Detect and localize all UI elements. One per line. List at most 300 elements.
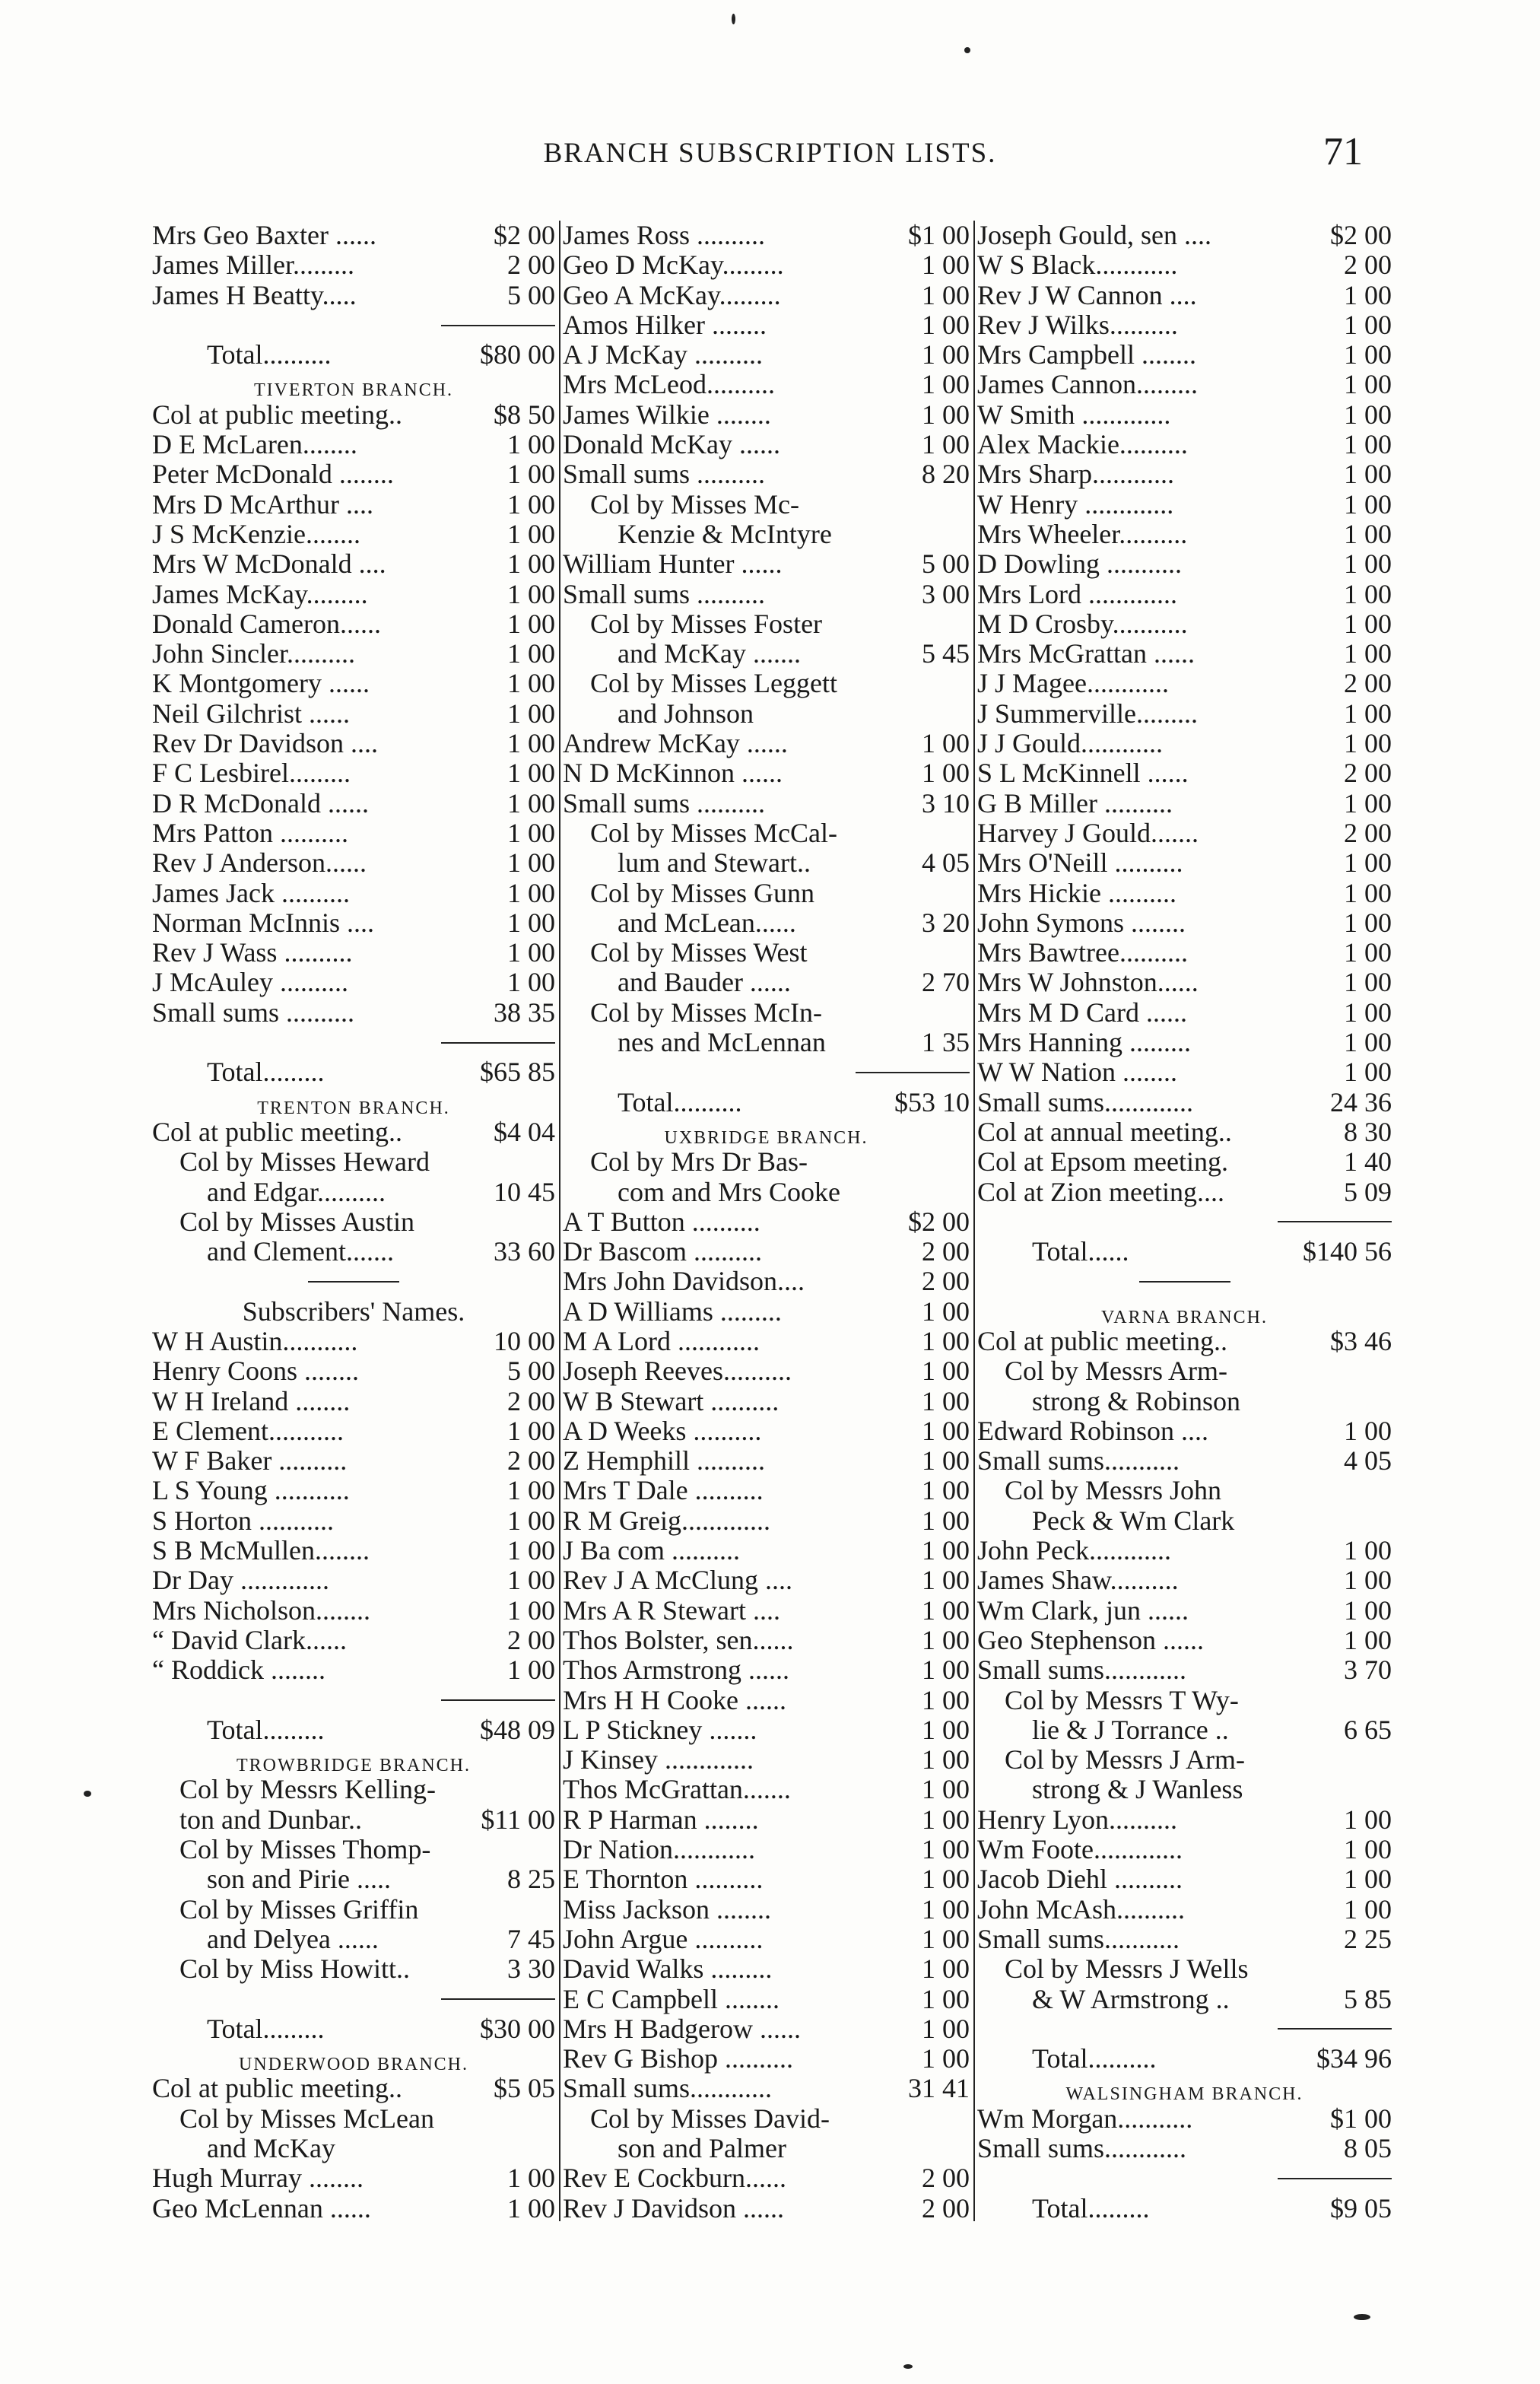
- total-rule: [152, 1686, 555, 1715]
- subscription-entry: [152, 580, 555, 609]
- entry-name: Col by Messrs Kelling-: [179, 1775, 436, 1805]
- subscription-entry: [977, 1088, 1392, 1117]
- entry-name: Col by Misses Foster: [590, 609, 823, 639]
- entry-name: Rev G Bishop ..........: [563, 2044, 794, 2074]
- entry-amount: 1 00: [1344, 489, 1392, 520]
- column-divider: [559, 221, 560, 2221]
- entry-amount: 5 00: [507, 1356, 555, 1387]
- entry-name: A D Williams .........: [563, 1296, 782, 1327]
- entry-name: Small sums............: [977, 2134, 1187, 2163]
- entry-name: James H Beatty.....: [152, 280, 357, 310]
- entry-name: Small sums ..........: [563, 459, 766, 490]
- subscription-entry: [563, 459, 970, 489]
- entry-amount: 1 00: [1344, 1894, 1392, 1925]
- entry-name: Mrs O'Neill ..........: [977, 848, 1183, 879]
- subscription-entry: [977, 938, 1392, 968]
- entry-amount: 1 00: [1344, 788, 1392, 819]
- entry-amount: 1 00: [1344, 310, 1392, 340]
- entry-name: Norman McInnis ....: [152, 908, 374, 938]
- subscription-entry: [152, 430, 555, 459]
- entry-name: W S Black............: [977, 250, 1178, 281]
- entry-amount: $1 00: [1330, 2103, 1392, 2134]
- entry-amount: 1 00: [922, 1536, 970, 1566]
- entry-name: E Clement...........: [152, 1416, 344, 1446]
- entry-name: son and Pirie .....: [207, 1864, 391, 1895]
- entry-name: D E McLaren........: [152, 430, 357, 460]
- subscription-entry: [977, 459, 1392, 489]
- subscription-entry: [152, 789, 555, 819]
- subscription-entry: [977, 1536, 1392, 1565]
- subscription-entry: [563, 490, 970, 520]
- entry-name: Mrs W Johnston......: [977, 968, 1199, 998]
- entry-amount: 1 00: [922, 1715, 970, 1745]
- entry-name: N D McKinnon ......: [563, 758, 783, 789]
- entry-name: Col by Misses David-: [590, 2103, 830, 2134]
- entry-name: Jacob Diehl ..........: [977, 1864, 1183, 1895]
- entry-amount: 2 00: [1344, 250, 1392, 281]
- page-header: [0, 129, 1540, 175]
- subscription-entry: [152, 1536, 555, 1565]
- entry-name: Rev Dr Davidson ....: [152, 729, 378, 759]
- subscription-entry: [977, 1327, 1392, 1356]
- subscription-entry: [977, 1057, 1392, 1087]
- entry-name: Amos Hilker ........: [563, 310, 767, 340]
- entry-name: Rev J Wilks..........: [977, 310, 1178, 340]
- subscription-entry: [977, 879, 1392, 908]
- entry-name: Harvey J Gould.......: [977, 818, 1199, 848]
- entry-name: Mrs McLeod..........: [563, 370, 775, 400]
- subscription-entry: [563, 400, 970, 430]
- subscription-entry: [977, 549, 1392, 579]
- entry-name: Mrs Patton ..........: [152, 818, 349, 848]
- subscription-entry: [563, 2134, 970, 2163]
- subscription-entry: [977, 1596, 1392, 1626]
- entry-amount: 2 00: [507, 1625, 555, 1655]
- entry-name: and Johnson: [618, 698, 754, 729]
- entry-amount: 1 00: [1344, 1595, 1392, 1626]
- entry-amount: 1 00: [1344, 1536, 1392, 1566]
- entry-name: William Hunter ......: [563, 549, 783, 580]
- entry-name: strong & J Wanless: [1032, 1775, 1243, 1805]
- entry-amount: $2 00: [1330, 221, 1392, 250]
- page-number: 71: [1323, 130, 1363, 173]
- subscription-entry: [152, 1446, 555, 1476]
- subscription-entry: [563, 1446, 970, 1476]
- entry-name: Small sums ..........: [563, 579, 766, 609]
- subscription-entry: [977, 758, 1392, 788]
- running-title: BRANCH SUBSCRIPTION LISTS.: [543, 138, 997, 169]
- entry-name: UNDERWOOD BRANCH.: [238, 2055, 468, 2074]
- subscription-entry: [563, 1686, 970, 1715]
- entry-amount: 2 70: [922, 968, 970, 998]
- subscription-entry: [977, 1476, 1392, 1505]
- entry-name: John Peck............: [977, 1536, 1171, 1566]
- entry-name: and McKay .......: [618, 639, 801, 669]
- subscription-entry: [563, 1476, 970, 1505]
- subscription-entry: [977, 2194, 1392, 2223]
- entry-amount: 1 00: [507, 519, 555, 549]
- entry-amount: 1 00: [922, 1296, 970, 1327]
- subscription-entry: [977, 340, 1392, 370]
- entry-name: Alex Mackie..........: [977, 430, 1188, 460]
- subscription-entry: [977, 1565, 1392, 1595]
- subscription-entry: [152, 1327, 555, 1356]
- entry-name: John Argue ..........: [563, 1924, 764, 1954]
- subscription-entry: [977, 1805, 1392, 1835]
- subscription-entry: [563, 998, 970, 1028]
- entry-amount: 1 00: [507, 1416, 555, 1446]
- entry-amount: 8 05: [1344, 2134, 1392, 2163]
- entry-amount: 1 00: [507, 459, 555, 490]
- subscription-entry: [977, 1895, 1392, 1925]
- entry-name: W Smith .............: [977, 399, 1171, 430]
- entry-amount: 1 00: [922, 310, 970, 340]
- subscription-entry: [563, 1387, 970, 1416]
- entry-name: Small sums...........: [977, 1446, 1180, 1476]
- subscription-entry: [152, 281, 555, 310]
- entry-amount: 1 00: [1344, 280, 1392, 310]
- print-speck: [903, 2364, 913, 2369]
- entry-name: Mrs A R Stewart ....: [563, 1595, 781, 1626]
- entry-amount: 1 00: [1344, 1625, 1392, 1655]
- entry-amount: 1 00: [922, 1924, 970, 1954]
- entry-name: Col by Misses West: [590, 938, 808, 968]
- entry-amount: 6 65: [1344, 1715, 1392, 1745]
- entry-amount: 1 00: [922, 1894, 970, 1925]
- entry-name: Col at public meeting..: [152, 399, 402, 430]
- entry-amount: 2 00: [1344, 669, 1392, 699]
- entry-amount: 1 00: [922, 1745, 970, 1775]
- entry-name: “ David Clark......: [152, 1625, 347, 1655]
- entry-name: Mrs H H Cooke ......: [563, 1685, 786, 1715]
- total-rule: [152, 310, 555, 340]
- entry-name: Mrs John Davidson....: [563, 1267, 805, 1297]
- subscription-entry: [152, 848, 555, 878]
- entry-name: Rev J Anderson......: [152, 848, 367, 879]
- entry-name: Z Hemphill ..........: [563, 1446, 765, 1476]
- subscription-entry: [563, 1626, 970, 1655]
- entry-amount: 1 00: [1344, 609, 1392, 639]
- entry-name: Mrs M D Card ......: [977, 997, 1187, 1028]
- entry-name: Col by Miss Howitt..: [179, 1954, 411, 1985]
- subscription-entry: [563, 430, 970, 459]
- subscription-entry: [563, 2014, 970, 2044]
- subscription-entry: [977, 580, 1392, 609]
- entry-amount: 1 00: [507, 579, 555, 609]
- entry-name: W Henry .............: [977, 489, 1174, 520]
- entry-amount: 1 00: [1344, 370, 1392, 400]
- subscription-entry: [977, 1835, 1392, 1864]
- entry-name: and Bauder ......: [618, 968, 791, 998]
- entry-amount: 1 00: [507, 758, 555, 789]
- branch-heading: [563, 1117, 970, 1147]
- subscription-entry: [977, 370, 1392, 399]
- entry-name: Thos Bolster, sen......: [563, 1625, 794, 1655]
- entry-name: Col by Misses Mc-: [590, 489, 800, 520]
- entry-amount: 1 00: [1344, 1028, 1392, 1058]
- subscription-entry: [563, 1655, 970, 1685]
- entry-name: Mrs Wheeler..........: [977, 519, 1188, 549]
- entry-amount: 1 00: [1344, 729, 1392, 759]
- entry-amount: 1 00: [922, 370, 970, 400]
- subscription-entry: [152, 1954, 555, 1984]
- entry-amount: 1 00: [507, 788, 555, 819]
- entry-amount: 1 00: [1344, 1416, 1392, 1446]
- subscription-entry: [563, 1954, 970, 1984]
- entry-amount: 1 00: [1344, 1864, 1392, 1895]
- subscription-entry: [977, 281, 1392, 310]
- entry-amount: $5 05: [494, 2074, 555, 2104]
- branch-heading: [152, 1745, 555, 1775]
- entry-name: Col by Misses Gunn: [590, 878, 815, 908]
- subscription-entry: [152, 490, 555, 520]
- entry-name: W W Nation ........: [977, 1057, 1177, 1088]
- subscription-entry: [563, 1088, 970, 1117]
- subscription-entry: [977, 1775, 1392, 1804]
- subscription-entry: [152, 1387, 555, 1416]
- subscription-entry: [563, 370, 970, 399]
- entry-name: Col by Messrs Arm-: [1005, 1356, 1228, 1387]
- entry-name: Total..........: [1032, 2044, 1157, 2074]
- entry-name: W F Baker ..........: [152, 1446, 348, 1476]
- subscription-entry: [563, 1356, 970, 1386]
- entry-amount: 1 00: [507, 968, 555, 998]
- subscription-entry: [152, 2194, 555, 2223]
- subscription-entry: [977, 1356, 1392, 1386]
- entry-amount: $65 85: [480, 1057, 555, 1088]
- entry-name: Wm Morgan...........: [977, 2103, 1193, 2134]
- subscription-entry: [152, 520, 555, 549]
- subscription-entry: [152, 2074, 555, 2103]
- entry-amount: 1 00: [922, 280, 970, 310]
- entry-amount: 2 00: [922, 2163, 970, 2194]
- entry-name: Dr Day .............: [152, 1565, 329, 1596]
- entry-name: WALSINGHAM BRANCH.: [1065, 2084, 1303, 2104]
- entry-amount: 1 00: [507, 669, 555, 699]
- entry-amount: 5 00: [507, 280, 555, 310]
- subscription-entry: [563, 699, 970, 729]
- entry-name: Col at Epsom meeting.: [977, 1147, 1228, 1178]
- subscription-entry: [563, 2074, 970, 2103]
- entry-name: strong & Robinson: [1032, 1386, 1241, 1416]
- entry-name: lum and Stewart..: [618, 848, 811, 879]
- subscription-entry: [977, 1686, 1392, 1715]
- subscription-entry: [977, 430, 1392, 459]
- entry-amount: 38 35: [494, 997, 555, 1028]
- subscription-entry: [563, 1416, 970, 1446]
- subscription-entry: [152, 1237, 555, 1267]
- entry-amount: 1 00: [922, 1835, 970, 1865]
- subscription-entry: [563, 609, 970, 639]
- entry-amount: 3 00: [922, 579, 970, 609]
- subscription-entry: [152, 1147, 555, 1177]
- entry-amount: 1 00: [1344, 1057, 1392, 1088]
- entry-name: S B McMullen........: [152, 1536, 370, 1566]
- entry-name: Joseph Reeves..........: [563, 1356, 792, 1387]
- subscription-entry: [563, 1237, 970, 1267]
- section-subheading: [152, 1297, 555, 1327]
- subscription-entry: [152, 2014, 555, 2044]
- branch-heading: [977, 1297, 1392, 1327]
- entry-name: K Montgomery ......: [152, 669, 370, 699]
- entry-name: Col by Messrs J Arm-: [1005, 1745, 1246, 1775]
- entry-amount: 1 00: [507, 1595, 555, 1626]
- subscription-entry: [152, 1057, 555, 1087]
- subscription-entry: [152, 699, 555, 729]
- entry-name: Kenzie & McIntyre: [618, 519, 832, 549]
- entry-amount: $48 09: [480, 1715, 555, 1745]
- subscription-entry: [563, 758, 970, 788]
- total-rule: [152, 1028, 555, 1057]
- entry-name: Dr Bascom ..........: [563, 1237, 762, 1267]
- entry-amount: 1 00: [922, 1416, 970, 1446]
- subscription-entry: [563, 639, 970, 669]
- entry-name: John McAsh..........: [977, 1894, 1186, 1925]
- entry-amount: 1 00: [507, 2163, 555, 2194]
- entry-name: Col by Mrs Dr Bas-: [590, 1147, 808, 1178]
- entry-name: Small sums...........: [977, 1924, 1180, 1954]
- subscription-entry: [563, 908, 970, 938]
- entry-name: John Symons ........: [977, 908, 1186, 938]
- entry-amount: 1 00: [507, 938, 555, 968]
- entry-name: Col by Misses Thomp-: [179, 1835, 431, 1865]
- entry-name: Peck & Wm Clark: [1032, 1505, 1235, 1536]
- subscription-entry: [977, 490, 1392, 520]
- entry-name: Col at Zion meeting....: [977, 1177, 1224, 1207]
- subscription-entry: [977, 1446, 1392, 1476]
- entry-name: J McAuley ..........: [152, 968, 348, 998]
- entry-amount: 1 00: [507, 729, 555, 759]
- entry-amount: $8 50: [494, 399, 555, 430]
- entry-amount: 1 00: [507, 2193, 555, 2223]
- entry-name: Col at annual meeting..: [977, 1117, 1232, 1147]
- entry-name: Col at public meeting..: [152, 1117, 402, 1147]
- entry-amount: 1 00: [922, 1775, 970, 1805]
- entry-name: lie & J Torrance ..: [1032, 1715, 1229, 1745]
- entry-name: John Sincler..........: [152, 639, 355, 669]
- entry-amount: 3 70: [1344, 1655, 1392, 1686]
- subscription-entry: [977, 789, 1392, 819]
- subscription-entry: [152, 2104, 555, 2134]
- entry-name: S Horton ...........: [152, 1505, 335, 1536]
- entry-amount: 1 00: [1344, 399, 1392, 430]
- entry-amount: 5 85: [1344, 1984, 1392, 2014]
- subscription-entry: [152, 1895, 555, 1925]
- entry-name: Small sums ..........: [563, 788, 766, 819]
- subscription-entry: [977, 1925, 1392, 1954]
- entry-name: Col at public meeting..: [977, 1326, 1227, 1356]
- entry-amount: 2 00: [922, 1237, 970, 1267]
- entry-name: ton and Dunbar..: [179, 1804, 362, 1835]
- subscription-entry: [977, 669, 1392, 698]
- entry-amount: 5 09: [1344, 1177, 1392, 1207]
- subscription-entry: [152, 639, 555, 669]
- entry-amount: 31 41: [908, 2074, 970, 2104]
- entry-amount: 1 00: [922, 1804, 970, 1835]
- subscription-entry: [563, 938, 970, 968]
- subscription-entry: [152, 549, 555, 579]
- entry-name: Geo Stephenson ......: [977, 1625, 1204, 1655]
- subscription-entry: [563, 549, 970, 579]
- subscription-entry: [563, 1775, 970, 1804]
- entry-name: Rev J Davidson ......: [563, 2193, 784, 2223]
- subscription-entry: [563, 1536, 970, 1565]
- entry-name: Col by Messrs John: [1005, 1476, 1222, 1506]
- entry-amount: 2 00: [1344, 818, 1392, 848]
- entry-name: Dr Nation............: [563, 1835, 755, 1865]
- entry-amount: 3 20: [922, 908, 970, 938]
- entry-name: Mrs Geo Baxter ......: [152, 221, 376, 250]
- subscription-entry: [977, 1864, 1392, 1894]
- entry-name: J Kinsey .............: [563, 1745, 754, 1775]
- entry-amount: 4 05: [1344, 1446, 1392, 1476]
- subscription-entry: [563, 580, 970, 609]
- entry-name: A D Weeks ..........: [563, 1416, 762, 1446]
- entry-name: Rev J W Cannon ....: [977, 280, 1197, 310]
- entry-name: Mrs Hickie ..........: [977, 878, 1176, 908]
- entry-amount: 1 00: [922, 340, 970, 370]
- subscription-entry: [152, 459, 555, 489]
- subscription-entry: [152, 968, 555, 997]
- subscription-entry: [152, 669, 555, 698]
- entry-name: Wm Clark, jun ......: [977, 1595, 1189, 1626]
- entry-name: Col by Messrs T Wy-: [1005, 1685, 1239, 1715]
- subscription-entry: [152, 2163, 555, 2193]
- subscription-entry: [977, 1745, 1392, 1775]
- subscription-entry: [563, 1985, 970, 2014]
- subscription-entry: [152, 1565, 555, 1595]
- entry-amount: 1 40: [1344, 1147, 1392, 1178]
- subscription-entry: [977, 1954, 1392, 1984]
- entry-amount: 1 00: [507, 1476, 555, 1506]
- entry-name: Mrs Campbell ........: [977, 340, 1196, 370]
- entry-amount: $2 00: [494, 221, 555, 250]
- total-rule: [977, 1207, 1392, 1237]
- subscription-entry: [152, 400, 555, 430]
- subscription-entry: [977, 250, 1392, 280]
- subscription-entry: [977, 1506, 1392, 1536]
- subscription-entry: [152, 1925, 555, 1954]
- subscription-entry: [563, 789, 970, 819]
- entry-amount: 24 36: [1330, 1087, 1392, 1117]
- entry-amount: 1 00: [507, 908, 555, 938]
- subscription-entry: [152, 1715, 555, 1745]
- subscription-entry: [563, 2194, 970, 2223]
- entry-name: J J Magee............: [977, 669, 1169, 699]
- entry-amount: 1 00: [922, 1864, 970, 1895]
- entry-name: Hugh Murray ........: [152, 2163, 364, 2194]
- entry-amount: 1 00: [1344, 698, 1392, 729]
- entry-name: Mrs Lord .............: [977, 579, 1177, 609]
- entry-amount: 1 00: [922, 1954, 970, 1985]
- print-speck: [84, 1791, 91, 1797]
- subscription-entry: [152, 1864, 555, 1894]
- branch-heading: [152, 2044, 555, 2074]
- entry-name: and McLean......: [618, 908, 796, 938]
- entry-amount: 1 00: [922, 250, 970, 281]
- entry-amount: 5 00: [922, 549, 970, 580]
- entry-name: Col at public meeting..: [152, 2074, 402, 2104]
- subscription-entry: [152, 1655, 555, 1685]
- entry-name: TRENTON BRANCH.: [257, 1098, 450, 1117]
- subscription-entry: [152, 1805, 555, 1835]
- entry-amount: 2 00: [507, 1446, 555, 1476]
- entry-amount: 1 00: [1344, 519, 1392, 549]
- entry-name: Total..........: [207, 340, 332, 370]
- entry-amount: 1 00: [922, 1685, 970, 1715]
- subscription-entry: [563, 1745, 970, 1775]
- subscription-entry: [563, 2104, 970, 2134]
